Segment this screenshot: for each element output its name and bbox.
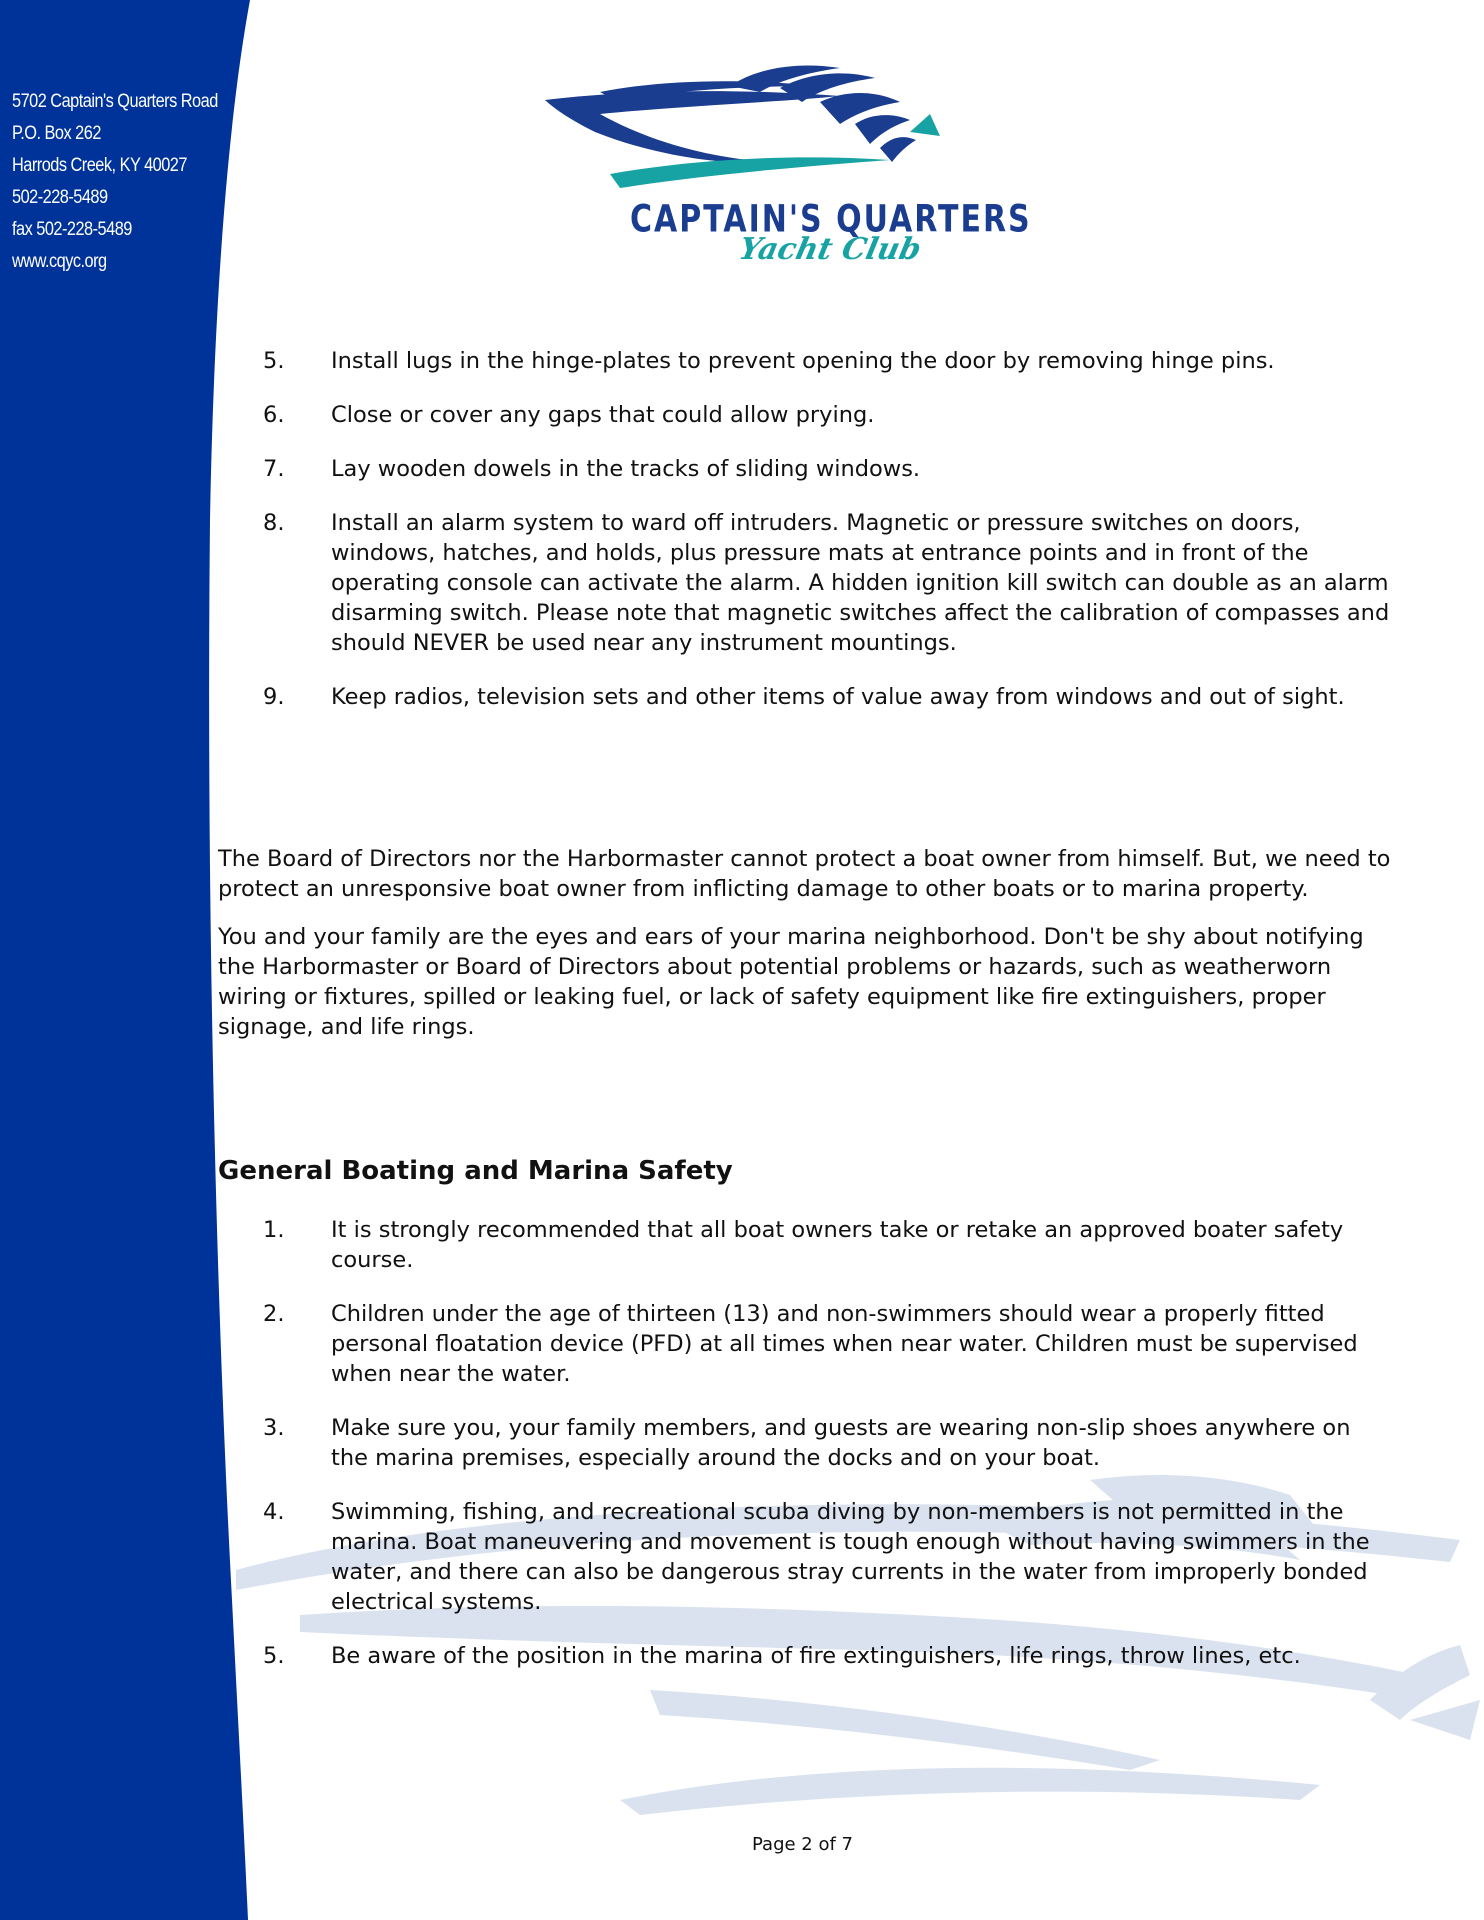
club-logo bbox=[540, 62, 1032, 292]
paragraph-neighborhood: You and your family are the eyes and ears of your marina neighborhood. Don't be shy about notifying the Harbormaster or Board of Directors about potential problems or hazards, such as weatherworn wiring or fixtures, spilled or leaking fuel, or lack of safety equipment like fire extinguishers, proper signage, and life rings. bbox=[218, 924, 1364, 1040]
yacht-logo-icon bbox=[540, 62, 980, 212]
list-text: Install an alarm system to ward off intruders. Magnetic or pressure switches on doors, windows, hatches, and holds, plus pressure mats at entrance points and in front of the operating console can activate the alarm. A hidden ignition kill switch can double as an alarm disarming switch. Please note that magnetic switches affect the calibration of compasses and should NEVER be used near any instrument mountings. bbox=[331, 510, 1390, 656]
address-fax: fax 502-228-5489 bbox=[12, 219, 132, 240]
list-item bbox=[218, 682, 1484, 712]
list-text: Close or cover any gaps that could allow prying. bbox=[331, 402, 875, 428]
list-number: 6. bbox=[263, 402, 285, 428]
logo-title: CAPTAIN'S QUARTERS bbox=[630, 197, 1032, 242]
list-number: 2. bbox=[263, 1301, 285, 1327]
address-street: 5702 Captain's Quarters Road bbox=[12, 91, 218, 112]
list-text: Children under the age of thirteen (13) and non-swimmers should wear a properly fitted personal floatation device (PFD) at all times when near water. Children must be supervised when near the water. bbox=[331, 1301, 1358, 1387]
list-item bbox=[218, 400, 1484, 430]
list-item bbox=[218, 346, 1484, 376]
list-number: 3. bbox=[263, 1415, 285, 1441]
list-number: 7. bbox=[263, 456, 285, 482]
page-number: Page 2 of 7 bbox=[752, 1834, 853, 1855]
address-city: Harrods Creek, KY 40027 bbox=[12, 155, 187, 176]
address-phone: 502-228-5489 bbox=[12, 187, 108, 208]
letterhead-address bbox=[12, 86, 218, 278]
list-number: 5. bbox=[263, 1643, 285, 1669]
safety-list-section bbox=[218, 1215, 1398, 1695]
list-text: Install lugs in the hinge-plates to prevent opening the door by removing hinge pins. bbox=[331, 348, 1275, 374]
list-item bbox=[218, 1413, 1398, 1473]
list-number: 9. bbox=[263, 684, 285, 710]
list-text: Swimming, fishing, and recreational scuba diving by non-members is not permitted in the marina. Boat maneuvering and movement is tough enough without having swimmers in the water, and there can also be dangerous stray currents in the water from improperly bonded electrical systems. bbox=[331, 1499, 1370, 1615]
security-list bbox=[218, 346, 1398, 712]
security-list-section bbox=[218, 346, 1398, 736]
list-number: 4. bbox=[263, 1499, 285, 1525]
list-number: 1. bbox=[263, 1217, 285, 1243]
address-po-box: P.O. Box 262 bbox=[12, 123, 101, 144]
list-item bbox=[218, 1215, 1398, 1275]
list-text: Be aware of the position in the marina of fire extinguishers, life rings, throw lines, etc. bbox=[331, 1643, 1301, 1669]
logo-subtitle: Yacht Club bbox=[735, 232, 925, 267]
address-website: www.cqyc.org bbox=[12, 251, 107, 272]
body-paragraphs bbox=[218, 844, 1398, 1060]
paragraph-board: The Board of Directors nor the Harbormaster cannot protect a boat owner from himself. But, we need to protect an unresponsive boat owner from inflicting damage to other boats or to marina property. bbox=[218, 846, 1391, 902]
list-item bbox=[218, 508, 1484, 658]
list-item bbox=[218, 1299, 1398, 1389]
section-heading: General Boating and Marina Safety bbox=[218, 1156, 733, 1186]
list-text: Make sure you, your family members, and guests are wearing non-slip shoes anywhere on the marina premises, especially around the docks and on your boat. bbox=[331, 1415, 1351, 1471]
sidebar-blue-curve bbox=[0, 0, 250, 1920]
list-number: 8. bbox=[263, 510, 285, 536]
list-item bbox=[218, 1497, 1398, 1617]
list-item bbox=[218, 454, 1484, 484]
safety-list bbox=[218, 1215, 1398, 1671]
list-text: Lay wooden dowels in the tracks of sliding windows. bbox=[331, 456, 921, 482]
list-item bbox=[218, 1641, 1398, 1671]
list-text: It is strongly recommended that all boat owners take or retake an approved boater safety course. bbox=[331, 1217, 1344, 1273]
list-text: Keep radios, television sets and other items of value away from windows and out of sight. bbox=[331, 684, 1345, 710]
list-number: 5. bbox=[263, 348, 285, 374]
